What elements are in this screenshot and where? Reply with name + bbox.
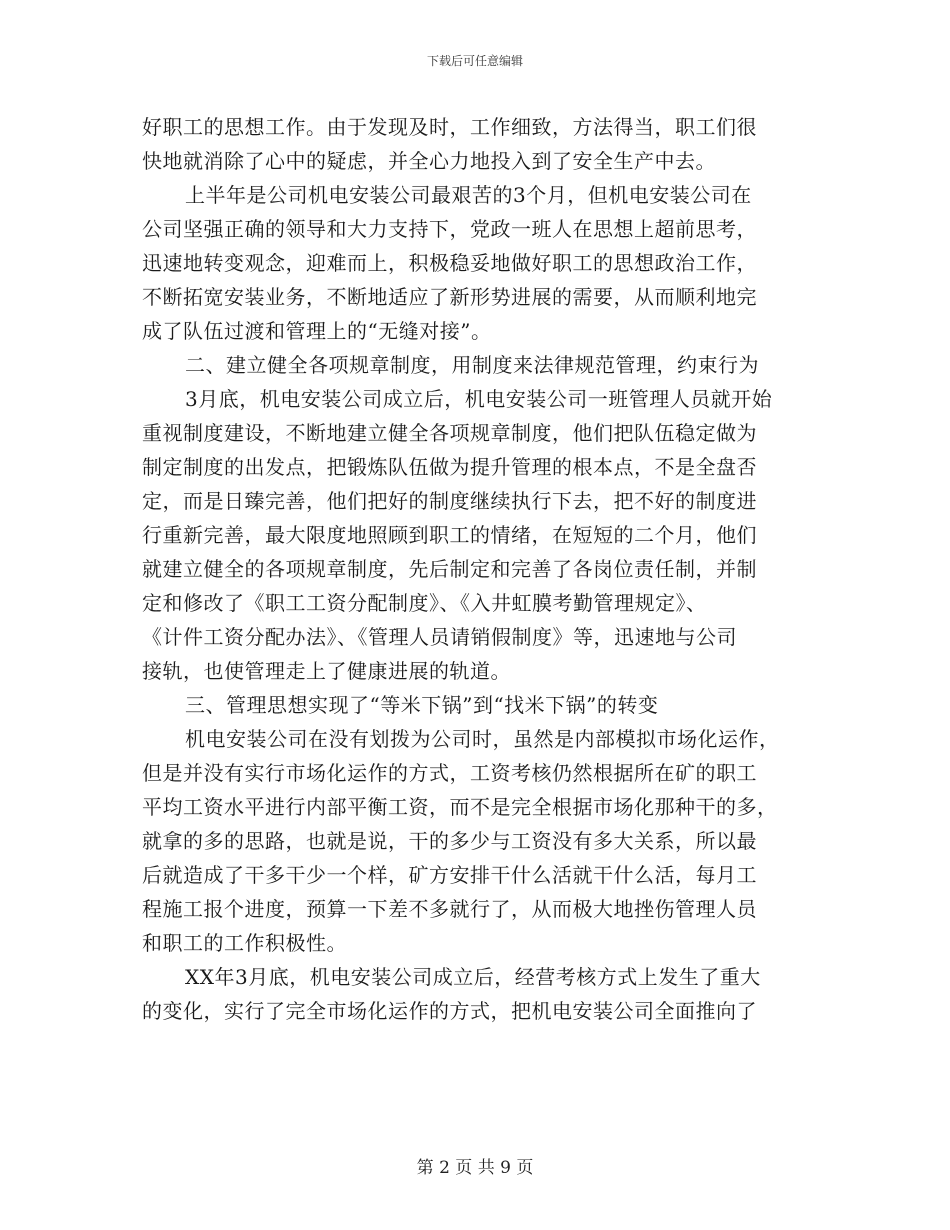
text-line: 上半年是公司机电安装公司最艰苦的3个月，但机电安装公司在 bbox=[185, 183, 752, 207]
text-line: 3月底，机电安装公司成立后，机电安装公司一班管理人员就开始 bbox=[185, 387, 773, 411]
text-line: 就拿的多的思路，也就是说，干的多少与工资没有多大关系，所以最 bbox=[142, 829, 757, 853]
text-line: 迅速地转变观念，迎难而上，积极稳妥地做好职工的思想政治工作， bbox=[142, 251, 757, 275]
text-line: 快地就消除了心中的疑虑，并全心力地投入到了安全生产中去。 bbox=[142, 149, 716, 173]
text-line: 但是并没有实行市场化运作的方式，工资考核仍然根据所在矿的职工 bbox=[142, 761, 757, 785]
text-line: 接轨，也使管理走上了健康进展的轨道。 bbox=[142, 659, 511, 683]
document-body bbox=[142, 110, 822, 1028]
text-line: 成了队伍过渡和管理上的“无缝对接”。 bbox=[142, 319, 492, 343]
page-footer: 第 2 页 共 9 页 bbox=[416, 1158, 534, 1178]
text-line: XX年3月底，机电安装公司成立后，经营考核方式上发生了重大 bbox=[185, 965, 761, 989]
text-line: 平均工资水平进行内部平衡工资，而不是完全根据市场化那种干的多， bbox=[142, 795, 778, 819]
text-line: 程施工报个进度，预算一下差不多就行了，从而极大地挫伤管理人员 bbox=[142, 897, 757, 921]
text-line: 行重新完善，最大限度地照顾到职工的情绪，在短短的二个月，他们 bbox=[142, 523, 757, 547]
text-line: 《计件工资分配办法》、《管理人员请销假制度》等，迅速地与公司 bbox=[142, 625, 737, 649]
text-line: 就建立健全的各项规章制度，先后制定和完善了各岗位责任制，并制 bbox=[142, 557, 757, 581]
text-line: 不断拓宽安装业务，不断地适应了新形势进展的需要，从而顺利地完 bbox=[142, 285, 757, 309]
text-line: 三、管理思想实现了“等米下锅”到“找米下锅”的转变 bbox=[185, 693, 659, 717]
text-line: 定，而是日臻完善，他们把好的制度继续执行下去，把不好的制度进 bbox=[142, 489, 757, 513]
text-line: 二、建立健全各项规章制度，用制度来法律规范管理，约束行为 bbox=[185, 353, 759, 377]
text-line: 定和修改了《职工工资分配制度》、《入井虹膜考勤管理规定》、 bbox=[142, 591, 707, 615]
text-line: 制定制度的出发点，把锻炼队伍做为提升管理的根本点，不是全盘否 bbox=[142, 455, 757, 479]
text-line: 机电安装公司在没有划拨为公司时，虽然是内部模拟市场化运作， bbox=[185, 727, 780, 751]
text-line: 重视制度建设，不断地建立健全各项规章制度，他们把队伍稳定做为 bbox=[142, 421, 757, 445]
text-line: 和职工的工作积极性。 bbox=[142, 931, 347, 955]
text-line: 的变化，实行了完全市场化运作的方式，把机电安装公司全面推向了 bbox=[142, 999, 757, 1023]
text-line: 后就造成了干多干少一个样，矿方安排干什么活就干什么活，每月工 bbox=[142, 863, 757, 887]
page-header: 下载后可任意编辑 bbox=[426, 54, 523, 68]
text-line: 好职工的思想工作。由于发现及时，工作细致，方法得当，职工们很 bbox=[142, 115, 757, 139]
text-line: 公司坚强正确的领导和大力支持下，党政一班人在思想上超前思考， bbox=[142, 217, 757, 241]
